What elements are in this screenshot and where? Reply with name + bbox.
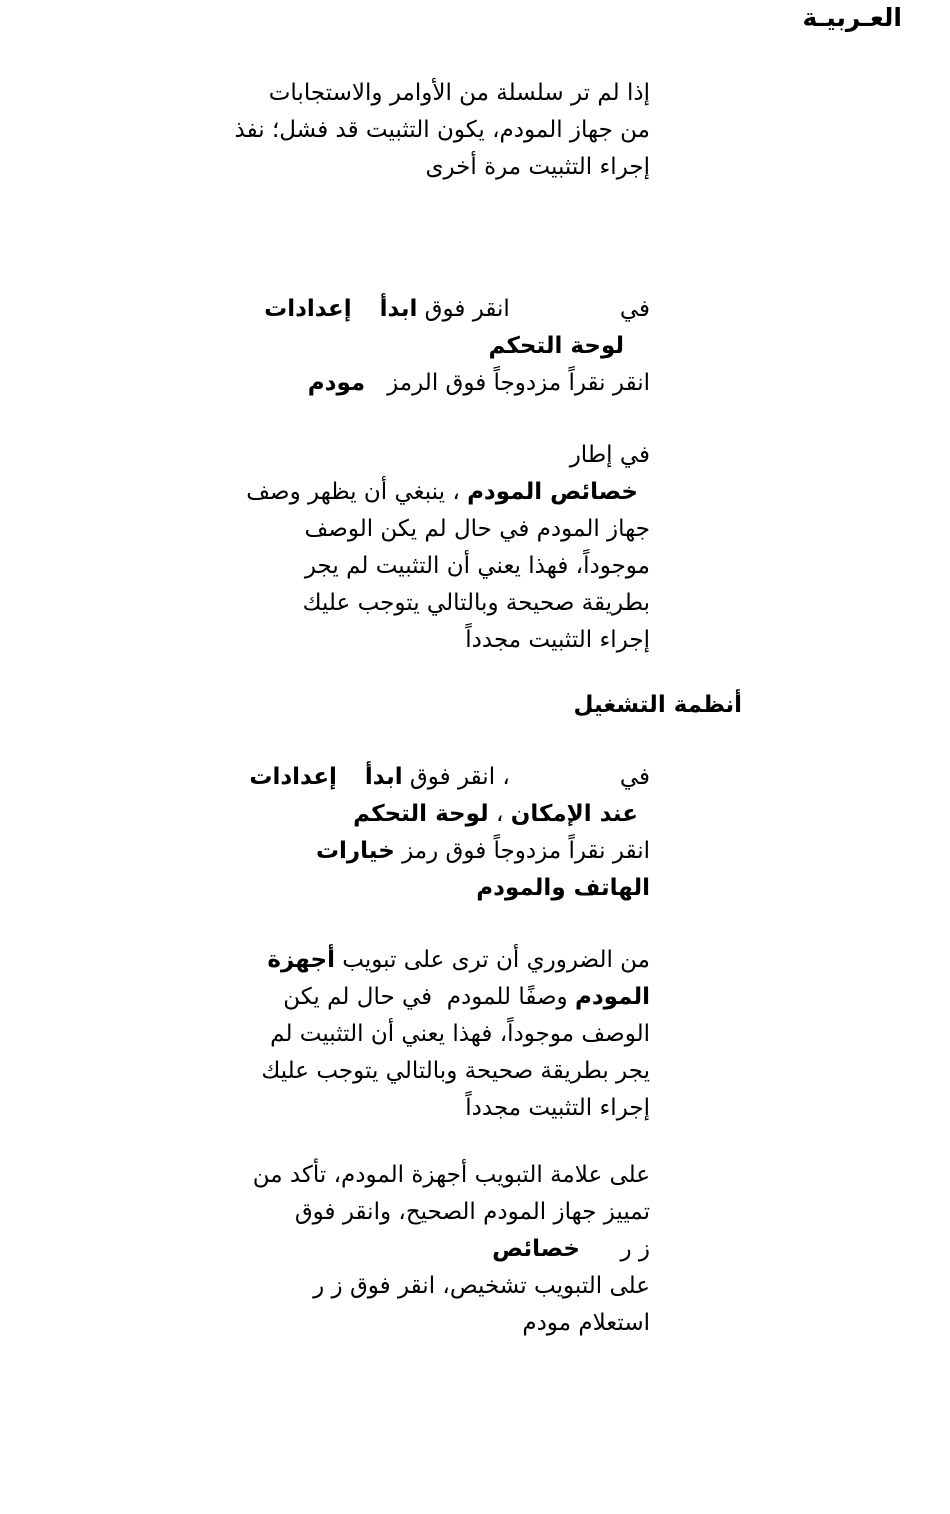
control-panel-label: لوحة التحكم — [488, 333, 624, 359]
text-click-on: ، انقر فوق — [402, 764, 510, 790]
text-line: إذا لم تر سلسلة من الأوامر والاستجابات — [268, 80, 650, 106]
text-click-on: انقر فوق — [417, 296, 510, 322]
text-double-click-icon: انقر نقراً مزدوجاً فوق رمز — [394, 838, 650, 864]
text-line: جهاز المودم في حال لم يكن الوصف — [304, 516, 650, 542]
text-double-click-icon: انقر نقراً مزدوجاً فوق الرمز — [387, 370, 650, 396]
start-menu-label: ابدأ — [379, 296, 418, 322]
separator-comma: ، — [488, 801, 511, 827]
modem-icon-label: مودم — [307, 370, 366, 396]
text-line: تمييز جهاز المودم الصحيح، وانقر فوق — [294, 1199, 650, 1225]
modem-properties-label: خصائص المودم — [467, 479, 638, 505]
text-line: إجراء التثبيت مجدداً — [465, 1095, 650, 1121]
control-panel-label: لوحة التحكم — [353, 801, 489, 827]
text-button: ز ر — [620, 1236, 650, 1262]
section-heading: أنظمة التشغيل — [573, 692, 742, 718]
modem-label: المودم — [574, 984, 650, 1010]
text-line — [620, 1234, 650, 1264]
text-in: في — [619, 296, 650, 322]
text-line: من جهاز المودم، يكون التثبيت قد فشل؛ نفذ — [234, 117, 650, 143]
text-must-see-on-tab: من الضروري أن ترى على تبويب — [334, 947, 650, 973]
settings-menu-label: إعدادات — [249, 764, 337, 790]
instruction-line — [264, 294, 650, 324]
text-in: في — [619, 764, 650, 790]
text-modem-description: وصفًا للمودم في حال لم يكن — [283, 984, 575, 1010]
text-line: إجراء التثبيت مرة أخرى — [425, 154, 650, 180]
settings-menu-label: إعدادات — [264, 296, 352, 322]
text-line: على التبويب تشخيص، انقر فوق ز ر — [313, 1273, 650, 1299]
text-line: في إطار — [569, 442, 650, 468]
properties-label: خصائص — [492, 1236, 580, 1262]
text-line: الوصف موجوداً، فهذا يعني أن التثبيت لم — [270, 1021, 650, 1047]
text-line: إجراء التثبيت مجدداً — [465, 627, 650, 653]
start-menu-label: ابدأ — [364, 764, 403, 790]
text-line: موجوداً، فهذا يعني أن التثبيت لم يجر — [304, 553, 650, 579]
devices-label: أجهزة — [267, 947, 335, 973]
instruction-line — [316, 836, 650, 866]
text-line: بطريقة صحيحة وبالتالي يتوجب عليك — [302, 590, 650, 616]
text-line: يجر بطريقة صحيحة وبالتالي يتوجب عليك — [261, 1058, 650, 1084]
options-label: خيارات — [315, 838, 395, 864]
text-when-possible: عند الإمكان — [510, 801, 638, 827]
text-line — [246, 477, 638, 507]
instruction-line — [308, 368, 650, 398]
text-line: استعلام مودم — [522, 1310, 650, 1336]
language-label: العـربيـة — [802, 3, 902, 32]
phone-and-modem-label: الهاتف والمودم — [476, 875, 650, 901]
instruction-line — [267, 945, 650, 975]
instruction-line — [283, 982, 650, 1012]
instruction-line — [249, 762, 650, 792]
text-line: على علامة التبويب أجهزة المودم، تأكد من — [252, 1162, 650, 1188]
text-description-should-appear: ، ينبغي أن يظهر وصف — [246, 479, 468, 505]
instruction-line — [353, 799, 638, 829]
